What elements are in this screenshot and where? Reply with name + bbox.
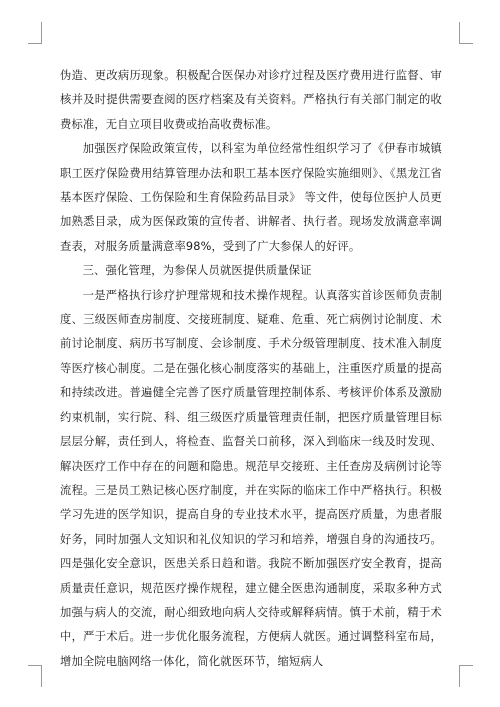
section-heading-strengthen-management: 三、强化管理，为参保人员就医提供质量保证 [82, 264, 312, 278]
document-body [60, 64, 442, 674]
paragraph-policy-publicity: 加强医疗保险政策宣传，以科室为单位经常性组织学习了《伊春市城镇职工医疗保险费用结算管理办法和职工基本医疗保险实施细则》、《黑龙江省基本医疗保险、工伤保险和生育保险药品目录》 等文件，使每位医护人员更加熟悉目录，成为医保政策的宣传者、讲解者、执行者。现场发放满意率调查表，对服务质量满意率98%，受到了广大参保人的好评。 [60, 142, 442, 253]
crop-mark-top-right [459, 22, 473, 44]
paragraph-billing: 伪造、更改病历现象。积极配合医保办对诊疗过程及医疗费用进行监督、审核并及时提供需要查阅的医疗档案及有关资料。严格执行有关部门制定的收费标准，无自立项目收费或抬高收费标准。 [60, 69, 442, 131]
crop-mark-top-left [28, 22, 42, 44]
crop-mark-bottom-right [459, 665, 473, 687]
paragraph-quality-measures: 一是严格执行诊疗护理常规和技术操作规程。认真落实首诊医师负责制度、三级医师查房制度、交接班制度、疑难、危重、死亡病例讨论制度、术前讨论制度、病历书写制度、会诊制度、手术分级管理制度、技术准入制度等医疗核心制度。二是在强化核心制度落实的基础上，注重医疗质量的提高和持续改进。普遍健全完善了医疗质量管理控制体系、考核评价体系及激励约束机制，实行院、科、组三级医疗质量管理责任制，把医疗质量管理目标层层分解，责任到人，将检查、监督关口前移，深入到临床一线及时发现、解决医疗工作中存在的问题和隐患。规范早交接班、主任查房及病例讨论等流程。三是员工熟记核心医疗制度，并在实际的临床工作中严格执行。积极学习先进的医学知识，提高自身的专业技术水平，提高医疗质量，为患者服好务，同时加强人文知识和礼仪知识的学习和培养，增强自身的沟通技巧。四是强化安全意识，医患关系日趋和谐。我院不断加强医疗安全教育，提高质量责任意识，规范医疗操作规程，建立健全医患沟通制度，采取多种方式加强与病人的交流，耐心细致地向病人交待或解释病情。慎于术前，精于术中，严于术后。进一步优化服务流程，方便病人就医。通过调整科室布局，增加全院电脑网络一体化，简化就医环节，缩短病人 [60, 288, 442, 668]
crop-mark-bottom-left [28, 665, 42, 687]
